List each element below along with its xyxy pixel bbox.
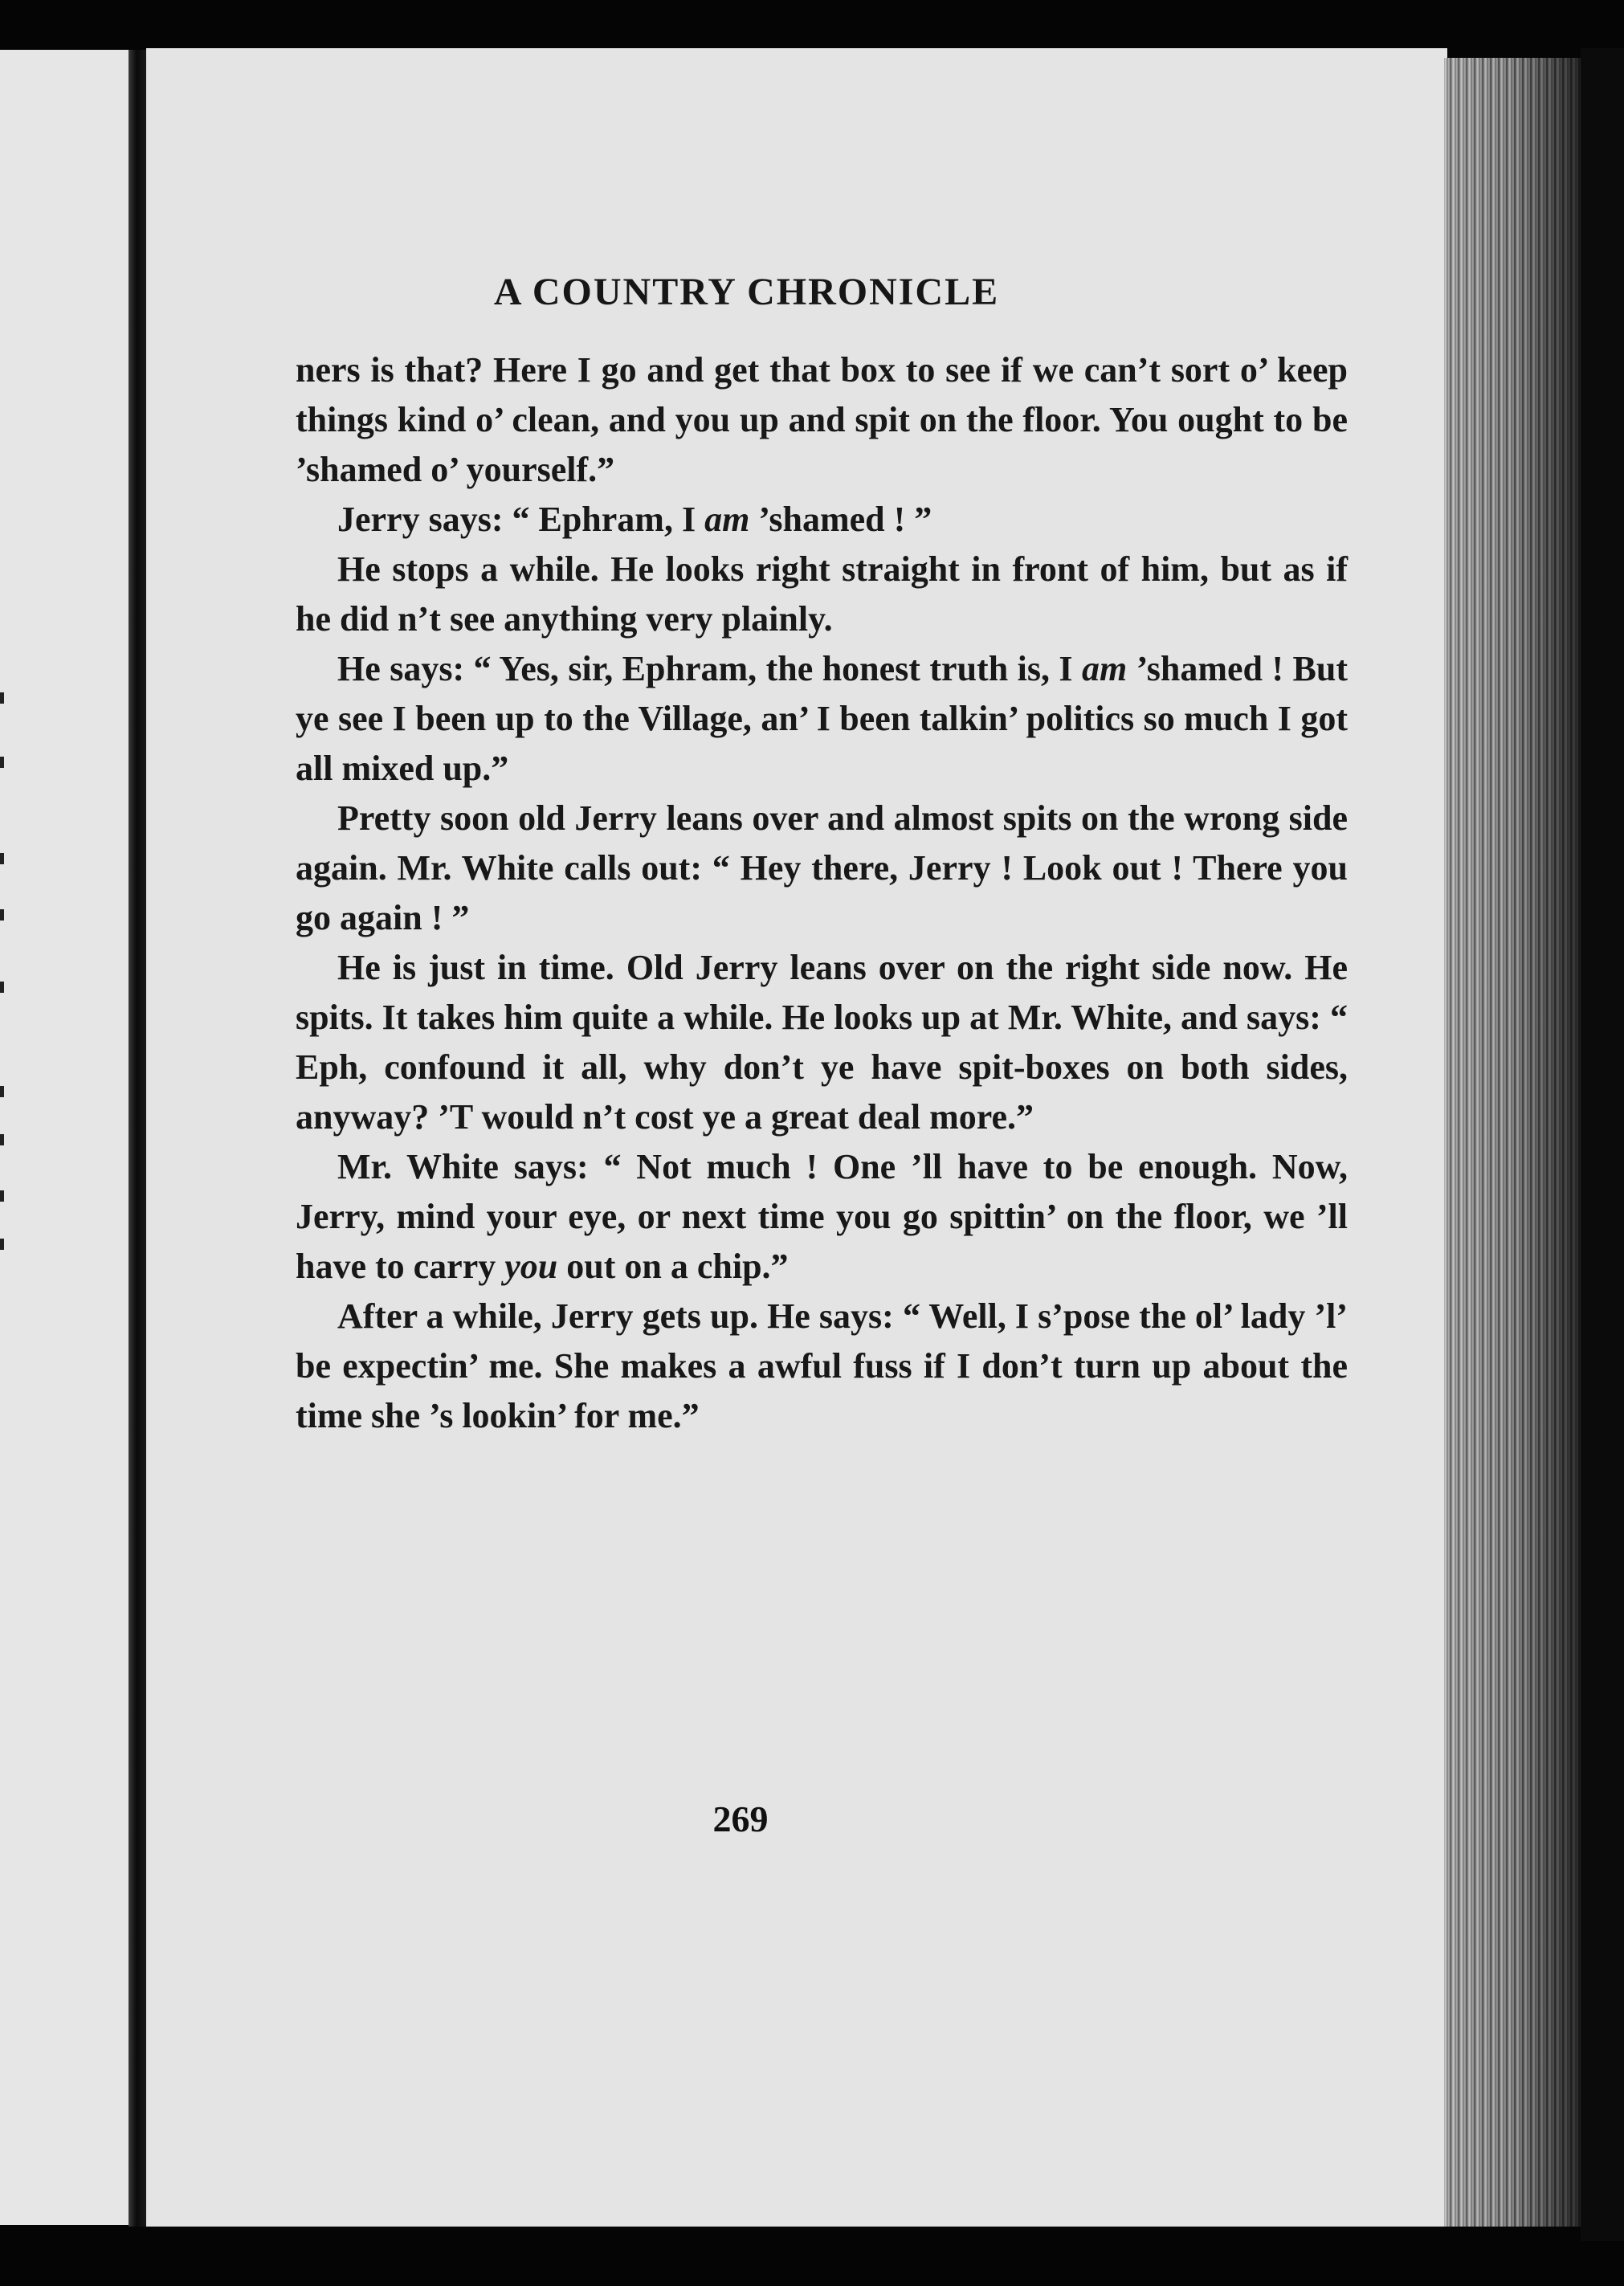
text-run: Pretty soon old Jerry leans over and almost spits on the wrong side again. Mr. White calls out: “ Hey there, Jerry ! Look out ! There you go again ! ” (296, 798, 1348, 937)
text-run: ners is that? Here I go and get that box to see if we can’t sort o’ keep things kind o’ clean, and you up and spit on the floor. You ought to be ’shamed o’ yourself.” (296, 350, 1348, 489)
text-run: Mr. White says: “ Not much ! One ’ll have to be enough. Now, Jerry, mind your eye, or next time you go spittin’ on the floor, we ’ll have to carry (296, 1147, 1348, 1286)
paragraph (296, 943, 1348, 1142)
paragraph (296, 644, 1348, 794)
text-run: He is just in time. Old Jerry leans over on the right side now. He spits. It takes him quite a while. He looks up at Mr. White, and says: “ Eph, confound it all, why don’t ye have spit-boxes on both sides, anyway? ’T would n’t cost ye a great deal more.” (296, 948, 1348, 1137)
book-page (146, 48, 1447, 2227)
paragraph (296, 345, 1348, 495)
previous-page-edge (0, 50, 135, 2225)
paragraph (296, 794, 1348, 943)
book-gutter (129, 50, 146, 2227)
text-run: He says: “ Yes, sir, Ephram, the honest truth is, I (337, 649, 1083, 688)
paragraph (296, 495, 1348, 545)
paragraph (296, 545, 1348, 644)
text-run: Jerry says: “ Ephram, I (337, 500, 705, 539)
italic-text-run: am (1082, 649, 1128, 688)
text-run: After a while, Jerry gets up. He says: “ Well, I s’pose the ol’ lady ’l’ be expectin’ me. She makes a awful fuss if I don’t turn up about the time she ’s lookin’ for me.” (296, 1296, 1348, 1435)
text-run: out on a chip.” (557, 1247, 789, 1286)
paragraph (296, 1292, 1348, 1441)
italic-text-run: am (704, 500, 750, 539)
text-run: ’shamed ! ” (749, 500, 932, 539)
paragraph (296, 1142, 1348, 1292)
body-text (296, 345, 1348, 1441)
book-cover-edge (1581, 48, 1624, 2241)
page-edges-shadow (1444, 58, 1581, 2227)
running-head: A COUNTRY CHRONICLE (493, 271, 1000, 313)
italic-text-run: you (504, 1247, 558, 1286)
page-number: 269 (712, 1798, 769, 1839)
previous-page-text-fragments (0, 50, 5, 2225)
text-run: He stops a while. He looks right straight in front of him, but as if he did n’t see anything very plainly. (296, 549, 1348, 639)
text-run: ’shamed ! But ye see I been up to the Village, an’ I been talkin’ politics so much I got all mixed up.” (296, 649, 1348, 788)
